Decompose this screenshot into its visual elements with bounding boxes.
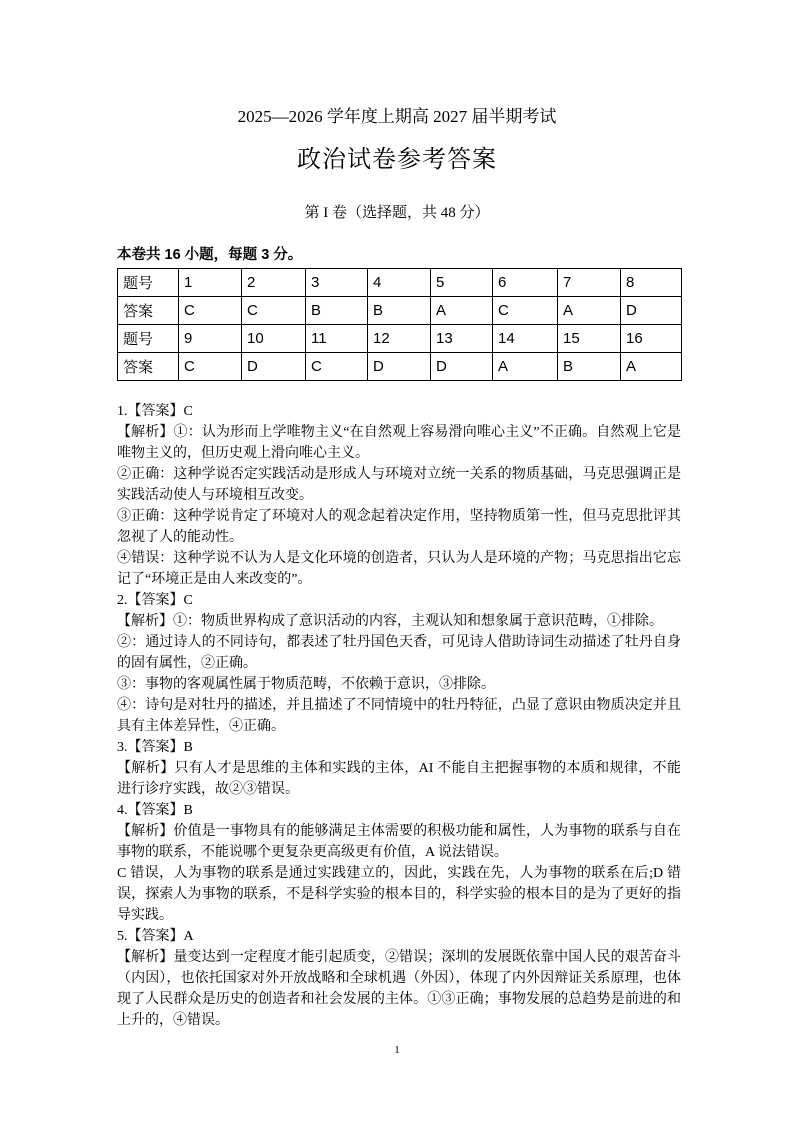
answer-row: [118, 353, 682, 381]
answer-cell: C: [242, 297, 306, 325]
analysis-paragraph: ②：通过诗人的不同诗句，都表述了牡丹国色天香，可见诗人借助诗词生动描述了牡丹自身的固有属性，②正确。: [117, 635, 681, 671]
question-number-cell: 8: [621, 269, 682, 297]
analysis-paragraph: 【解析】价值是一事物具有的能够满足主体需要的积极功能和属性，人为事物的联系与自在事物的联系，不能说哪个更复杂更高级更有价值，A 说法错误。: [117, 824, 681, 860]
answer-cell: D: [431, 353, 493, 381]
explanations-section: [117, 401, 681, 1031]
explanation-block: [117, 926, 681, 1031]
answer-cell: D: [368, 353, 431, 381]
explanation-block: [117, 737, 681, 800]
question-number-cell: 6: [493, 269, 558, 297]
answer-line: 2.【答案】C: [117, 593, 193, 608]
answer-line: 1.【答案】C: [117, 404, 193, 419]
question-number-cell: 5: [431, 269, 493, 297]
answer-cell: A: [558, 297, 621, 325]
question-number-cell: 2: [242, 269, 306, 297]
row-label-cell: 答案: [118, 353, 179, 381]
analysis-paragraph: 【解析】只有人才是思维的主体和实践的主体，AI 不能自主把握事物的本质和规律，不能进行诊疗实践，故②③错误。: [117, 761, 681, 797]
answer-table: [117, 268, 682, 381]
row-label-cell: 题号: [118, 269, 179, 297]
answer-row: [118, 297, 682, 325]
analysis-paragraph: ②正确：这种学说否定实践活动是形成人与环境对立统一关系的物质基础，马克思强调正是实践活动使人与环境相互改变。: [117, 467, 681, 503]
analysis-paragraph: 【解析】量变达到一定程度才能引起质变，②错误；深圳的发展既依靠中国人民的艰苦奋斗（内因），也依托国家对外开放战略和全球机遇（外因），体现了内外因辩证关系原理，也体现了人民群众是历史的创造者和社会发展的主体。①③正确；事物发展的总趋势是前进的和上升的，④错误。: [117, 950, 681, 1028]
page-number: 1: [394, 1044, 400, 1056]
question-number-cell: 7: [558, 269, 621, 297]
answer-cell: D: [621, 297, 682, 325]
analysis-paragraph: ④：诗句是对牡丹的描述，并且描述了不同情境中的牡丹特征，凸显了意识由物质决定并且具有主体差异性，④正确。: [117, 698, 681, 734]
question-number-cell: 14: [493, 325, 558, 353]
question-number-cell: 9: [179, 325, 242, 353]
analysis-paragraph: 【解析】①：物质世界构成了意识活动的内容，主观认知和想象属于意识范畴，①排除。: [117, 614, 663, 629]
answer-cell: B: [558, 353, 621, 381]
answer-line: 5.【答案】A: [117, 929, 194, 944]
answer-cell: A: [431, 297, 493, 325]
question-number-cell: 1: [179, 269, 242, 297]
row-label-cell: 题号: [118, 325, 179, 353]
answer-line: 3.【答案】B: [117, 740, 193, 755]
answer-cell: A: [493, 353, 558, 381]
question-number-cell: 16: [621, 325, 682, 353]
question-number-cell: 11: [306, 325, 368, 353]
question-number-cell: 12: [368, 325, 431, 353]
document-title: 政治试卷参考答案: [297, 147, 497, 173]
section-heading: 第 I 卷（选择题，共 48 分）: [304, 205, 490, 221]
answer-cell: C: [179, 297, 242, 325]
explanation-block: [117, 800, 681, 926]
explanation-block: [117, 590, 681, 737]
exam-title: 2025—2026 学年度上期高 2027 届半期考试: [237, 107, 557, 126]
answer-cell: D: [242, 353, 306, 381]
section-intro: 本卷共 16 小题，每题 3 分。: [117, 247, 303, 263]
answer-cell: C: [306, 353, 368, 381]
question-number-cell: 3: [306, 269, 368, 297]
answer-cell: B: [306, 297, 368, 325]
answer-cell: B: [368, 297, 431, 325]
question-number-cell: 10: [242, 325, 306, 353]
explanation-block: [117, 401, 681, 590]
answer-line: 4.【答案】B: [117, 803, 193, 818]
row-label-cell: 答案: [118, 297, 179, 325]
analysis-paragraph: ④错误：这种学说不认为人是文化环境的创造者，只认为人是环境的产物；马克思指出它忘记了“环境正是由人来改变的”。: [117, 551, 681, 587]
analysis-paragraph: ③：事物的客观属性属于物质范畴，不依赖于意识，③排除。: [117, 677, 495, 692]
question-number-row: [118, 269, 682, 297]
question-number-cell: 13: [431, 325, 493, 353]
analysis-paragraph: ③正确：这种学说肯定了环境对人的观念起着决定作用，坚持物质第一性，但马克思批评其忽视了人的能动性。: [117, 509, 681, 545]
question-number-row: [118, 325, 682, 353]
answer-cell: A: [621, 353, 682, 381]
analysis-paragraph: C 错误，人为事物的联系是通过实践建立的，因此，实践在先，人为事物的联系在后;D 错误，探索人为事物的联系，不是科学实验的根本目的，科学实验的根本目的是为了更好的指导实践。: [117, 866, 681, 923]
analysis-paragraph: 【解析】①：认为形而上学唯物主义“在自然观上容易滑向唯心主义”不正确。自然观上它是唯物主义的，但历史观上滑向唯心主义。: [117, 425, 681, 461]
question-number-cell: 4: [368, 269, 431, 297]
answer-cell: C: [493, 297, 558, 325]
question-number-cell: 15: [558, 325, 621, 353]
answer-cell: C: [179, 353, 242, 381]
